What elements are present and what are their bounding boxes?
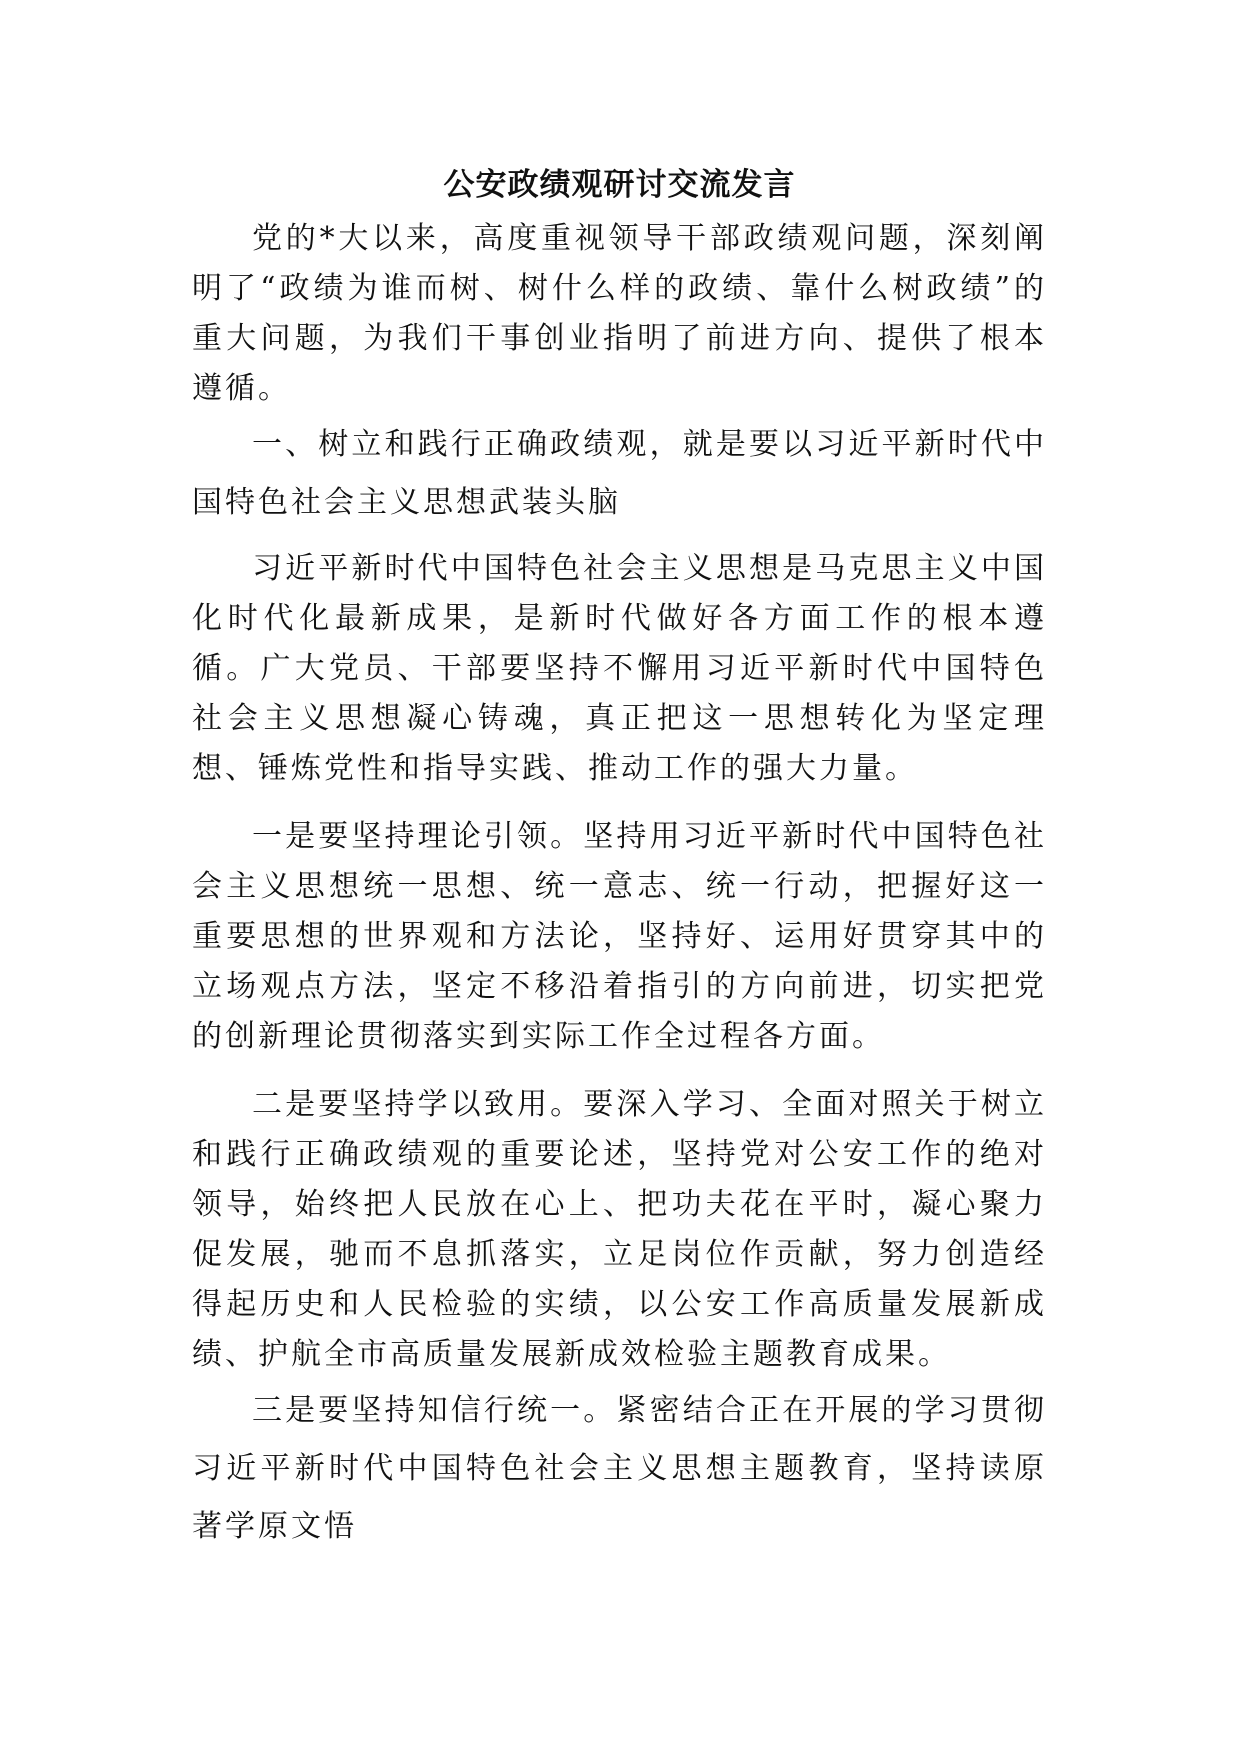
body-paragraph-3: 一是要坚持理论引领。坚持用习近平新时代中国特色社会主义思想统一思想、统一意志、统一行动，把握好这一重要思想的世界观和方法论，坚持好、运用好贯穿其中的立场观点方法，坚定不移沿着指引的方向前进，切实把党的创新理论贯彻落实到实际工作全过程各方面。 (192, 819, 1047, 1054)
body-paragraph-4: 二是要坚持学以致用。要深入学习、全面对照关于树立和践行正确政绩观的重要论述，坚持党对公安工作的绝对领导，始终把人民放在心上、把功夫花在平时，凝心聚力促发展，驰而不息抓落实，立足岗位作贡献，努力创造经得起历史和人民检验的实绩，以公安工作高质量发展新成绩、护航全市高质量发展新成效检验主题教育成果。 (192, 1087, 1047, 1372)
body-paragraph-5: 三是要坚持知信行统一。紧密结合正在开展的学习贯彻习近平新时代中国特色社会主义思想主题教育，坚持读原著学原文悟 (192, 1393, 1047, 1544)
section-heading-1: 一、树立和践行正确政绩观，就是要以习近平新时代中国特色社会主义思想武装头脑 (192, 427, 1047, 520)
body-paragraph-2: 习近平新时代中国特色社会主义思想是马克思主义中国化时代化最新成果，是新时代做好各方面工作的根本遵循。广大党员、干部要坚持不懈用习近平新时代中国特色社会主义思想凝心铸魂，真正把这一思想转化为坚定理想、锤炼党性和指导实践、推动工作的强大力量。 (192, 551, 1047, 786)
document-body (192, 160, 1047, 1556)
document-title: 公安政绩观研讨交流发言 (443, 167, 796, 203)
intro-paragraph: 党的*大以来，高度重视领导干部政绩观问题，深刻阐明了“政绩为谁而树、树什么样的政绩、靠什么树政绩”的重大问题，为我们干事创业指明了前进方向、提供了根本遵循。 (192, 221, 1047, 406)
